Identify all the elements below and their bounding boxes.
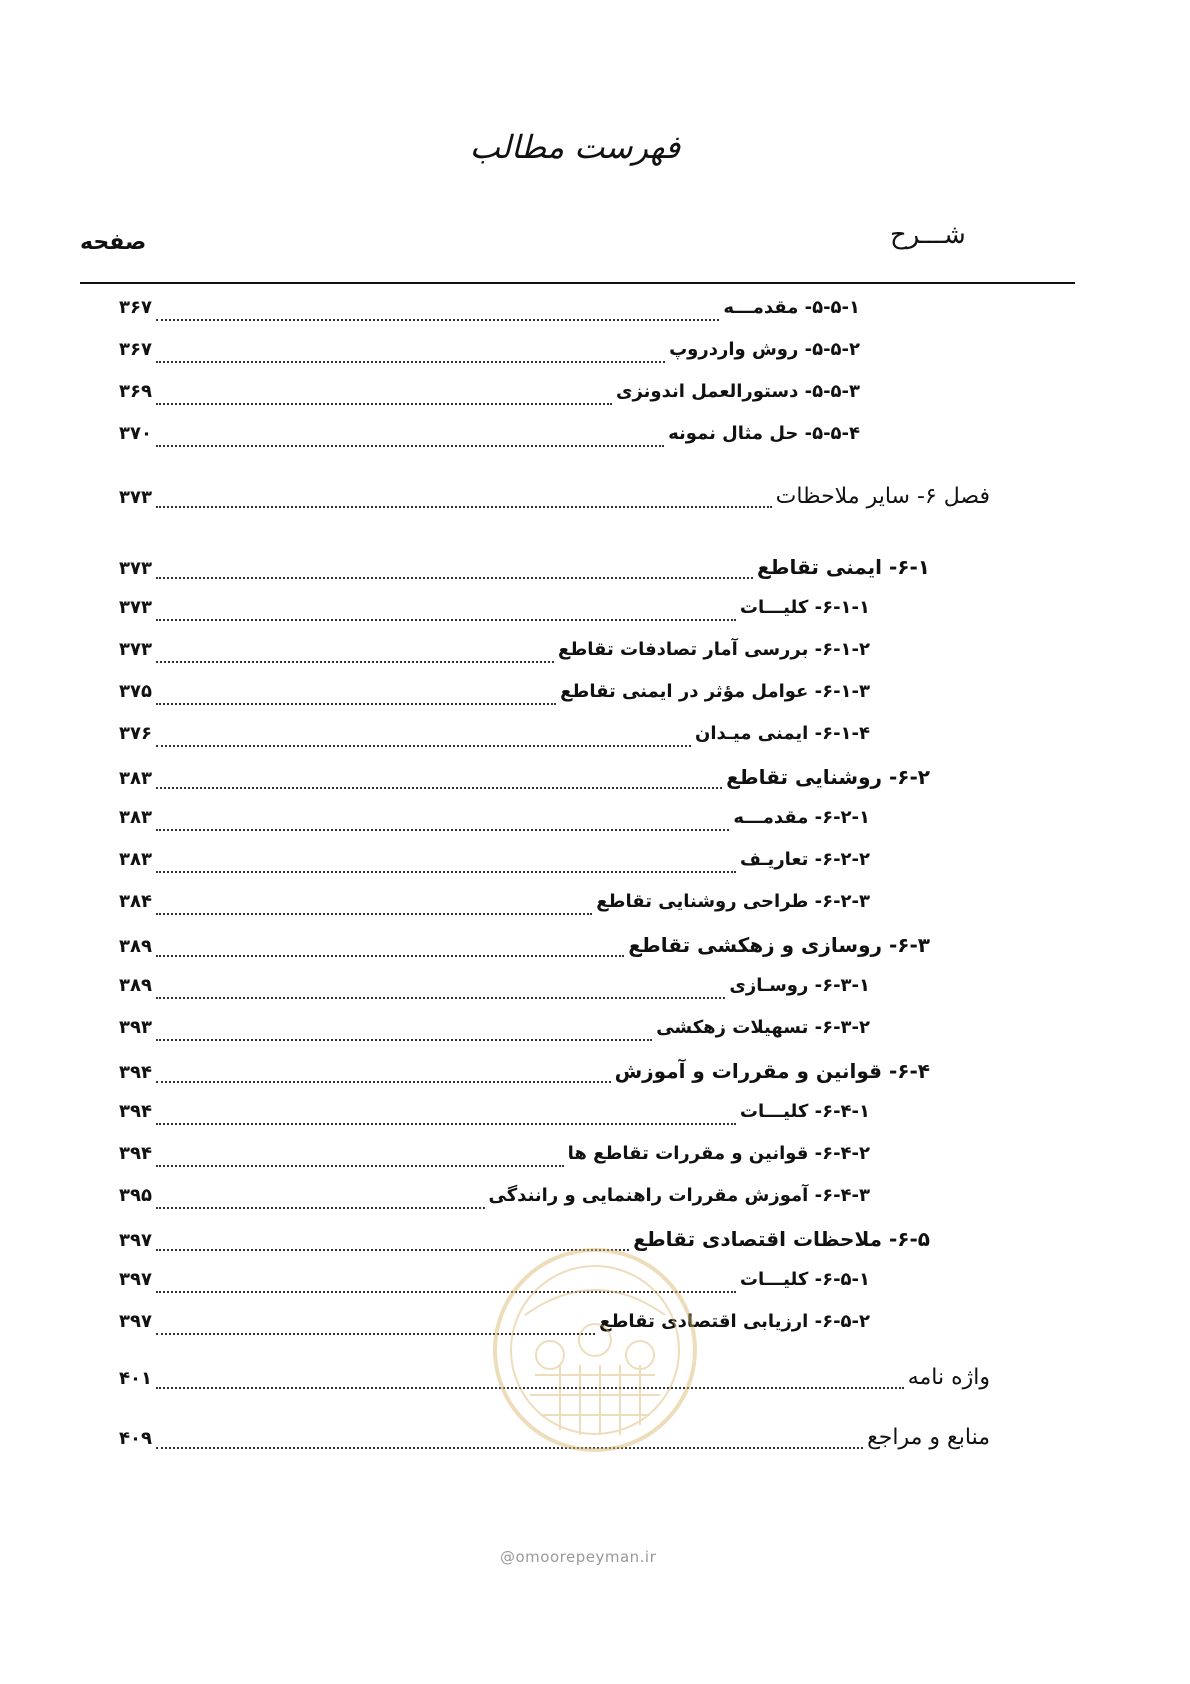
dot-leader (156, 361, 665, 363)
column-header-description: شـــرح (890, 220, 966, 250)
toc-entry-label: ۶-۱-۴- ایمنی میـدان (694, 723, 870, 744)
dot-leader (156, 787, 722, 789)
toc-entry-label: ۵-۵-۴- حل مثال نمونه (668, 423, 860, 444)
toc-entry[interactable] (100, 723, 870, 757)
dot-leader (156, 913, 592, 915)
toc-page-number: ۳۷۳ (119, 639, 152, 660)
toc-entry-label: ۶-۴-۱- کلیـــات (739, 1101, 870, 1122)
toc-chapter-entry[interactable] (100, 484, 990, 518)
toc-page-number: ۳۷۳ (119, 558, 152, 579)
toc-page-number: ۳۸۹ (119, 975, 152, 996)
toc-entry[interactable] (100, 807, 870, 841)
toc-entry-label: ۶-۵-۱- کلیـــات (739, 1269, 870, 1290)
dot-leader (156, 403, 612, 405)
toc-page-number: ۳۶۹ (119, 381, 152, 402)
toc-page-number: ۳۹۷ (119, 1311, 152, 1332)
toc-entry-label: ۶-۵-۲- ارزیابی اقتصادی تقاطع (599, 1311, 870, 1332)
toc-section-entry[interactable] (100, 1059, 930, 1093)
toc-entry[interactable] (100, 1101, 870, 1135)
toc-page-number: ۳۹۴ (119, 1101, 152, 1122)
toc-entry[interactable] (100, 423, 860, 457)
toc-entry-label: ۶-۳-۱- روسـازی (729, 975, 870, 996)
toc-entry-label: ۶-۲- روشنایی تقاطع (726, 765, 930, 789)
toc-section-entry[interactable] (100, 765, 930, 799)
toc-entry[interactable] (100, 975, 870, 1009)
dot-leader (156, 955, 624, 957)
dot-leader (156, 829, 729, 831)
toc-page-number: ۳۹۳ (119, 1017, 152, 1038)
toc-page-number: ۳۷۰ (119, 423, 152, 444)
toc-entry[interactable] (100, 891, 870, 925)
toc-page-number: ۳۷۳ (119, 487, 152, 508)
dot-leader (156, 745, 691, 747)
toc-page-number: ۳۶۷ (119, 297, 152, 318)
toc-entry[interactable] (100, 339, 860, 373)
toc-entry[interactable] (100, 1311, 870, 1345)
dot-leader (156, 703, 556, 705)
toc-entry-label: ۵-۵-۱- مقدمـــه (723, 297, 860, 318)
toc-entry-label: ۵-۵-۲- روش واردروپ (669, 339, 860, 360)
dot-leader (156, 871, 736, 873)
toc-page-number: ۳۹۴ (119, 1143, 152, 1164)
toc-entry[interactable] (100, 639, 870, 673)
toc-page-number: ۳۸۳ (119, 807, 152, 828)
dot-leader (156, 1165, 564, 1167)
column-header-page: صفحه (80, 230, 147, 255)
dot-leader (156, 997, 725, 999)
dot-leader (156, 445, 664, 447)
toc-entry-label: ۶-۱-۱- کلیـــات (739, 597, 870, 618)
toc-page-number: ۳۹۷ (119, 1269, 152, 1290)
toc-entry-label: ۶-۴-۳- آموزش مقررات راهنمایی و رانندگی (488, 1185, 870, 1206)
toc-entry-label: ۶-۲-۳- طراحی روشنایی تقاطع (596, 891, 870, 912)
dot-leader (156, 506, 772, 508)
toc-page-number: ۴۰۱ (119, 1368, 152, 1389)
toc-entry-label: ۶-۳-۲- تسهیلات زهکشی (656, 1017, 870, 1038)
dot-leader (156, 1123, 736, 1125)
toc-entry[interactable] (100, 1143, 870, 1177)
watermark-url: @omoorepeyman.ir (500, 1548, 657, 1566)
toc-entry[interactable] (100, 681, 870, 715)
toc-entry-label: ۶-۱-۲- بررسی آمار تصادفات تقاطع (558, 639, 870, 660)
dot-leader (156, 661, 554, 663)
toc-entry-label: ۶-۳- روسازی و زهکشی تقاطع (628, 933, 930, 957)
toc-page-number: ۳۹۴ (119, 1062, 152, 1083)
toc-entry-label: ۶-۴-۲- قوانین و مقررات تقاطع ها (567, 1143, 870, 1164)
toc-page-number: ۳۷۵ (119, 681, 152, 702)
toc-entry-label: ۵-۵-۳- دستورالعمل اندونزی (615, 381, 860, 402)
dot-leader (156, 319, 719, 321)
dot-leader (156, 619, 736, 621)
toc-page-number: ۳۷۳ (119, 597, 152, 618)
toc-entry-label: منابع و مراجع (867, 1425, 990, 1450)
toc-page-number: ۳۸۳ (119, 768, 152, 789)
toc-entry-label: ۶-۵- ملاحظات اقتصادی تقاطع (633, 1227, 930, 1251)
dot-leader (156, 1081, 611, 1083)
toc-entry[interactable] (100, 849, 870, 883)
dot-leader (156, 1039, 652, 1041)
dot-leader (156, 1207, 485, 1209)
page-title: فهرست مطالب (469, 128, 681, 166)
toc-entry-label: ۶-۲-۱- مقدمـــه (733, 807, 870, 828)
toc-page-number: ۳۹۵ (119, 1185, 152, 1206)
toc-entry[interactable] (100, 597, 870, 631)
watermark-seal-icon (490, 1245, 700, 1455)
toc-page-number: ۳۸۳ (119, 849, 152, 870)
toc-entry-label: فصل ۶- سایر ملاحظات (775, 484, 990, 509)
toc-entry-label: ۶-۲-۲- تعاریـف (739, 849, 870, 870)
toc-entry-label: واژه نامه (907, 1365, 990, 1390)
toc-entry-label: ۶-۱-۳- عوامل مؤثر در ایمنی تقاطع (560, 681, 870, 702)
toc-entry[interactable] (100, 297, 860, 331)
toc-entry[interactable] (100, 1269, 870, 1303)
toc-page-number: ۳۷۶ (119, 723, 152, 744)
toc-page-number: ۳۶۷ (119, 339, 152, 360)
toc-page-number: ۳۸۴ (119, 891, 152, 912)
toc-entry[interactable] (100, 1185, 870, 1219)
toc-page-number: ۳۸۹ (119, 936, 152, 957)
toc-entry-label: ۶-۱- ایمنی تقاطع (756, 555, 930, 579)
toc-entry[interactable] (100, 381, 860, 415)
toc-page-number: ۳۹۷ (119, 1230, 152, 1251)
toc-entry-label: ۶-۴- قوانین و مقررات و آموزش (614, 1059, 930, 1083)
toc-page-number: ۴۰۹ (119, 1428, 152, 1449)
toc-section-entry[interactable] (100, 555, 930, 589)
toc-entry[interactable] (100, 1017, 870, 1051)
toc-section-entry[interactable] (100, 933, 930, 967)
dot-leader (156, 577, 753, 579)
